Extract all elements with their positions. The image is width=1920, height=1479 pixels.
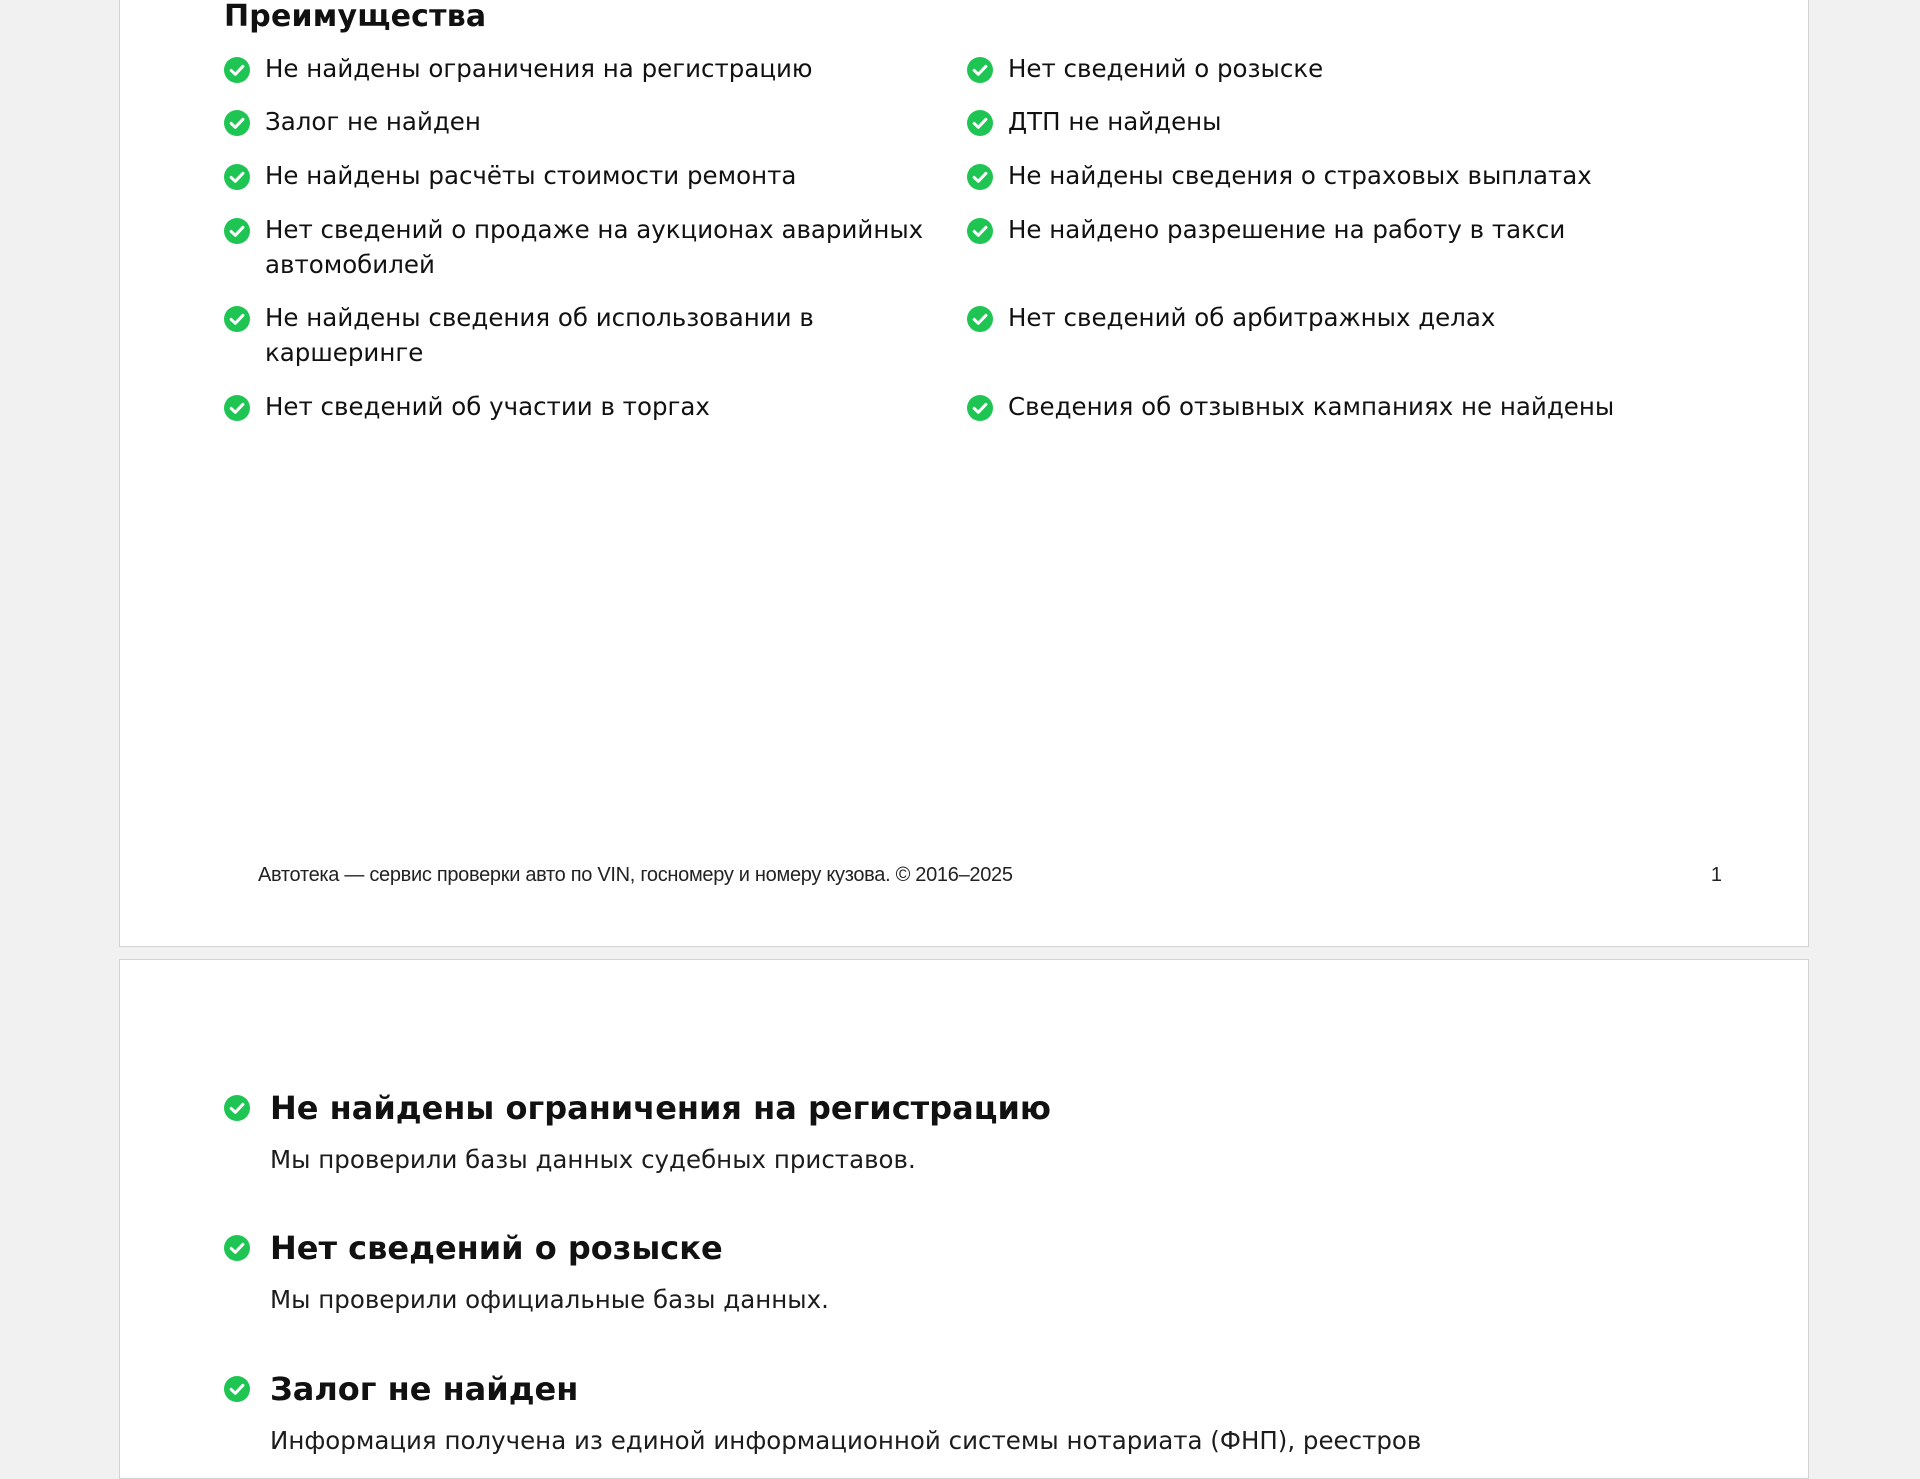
advantage-label: Нет сведений об арбитражных делах (1008, 303, 1496, 332)
check-circle-icon (967, 306, 993, 332)
check-circle-icon (967, 218, 993, 244)
advantage-label: Не найдены сведения об использовании в каршеринге (265, 303, 814, 367)
check-circle-icon (224, 57, 250, 83)
check-circle-icon (967, 164, 993, 190)
list-item (967, 163, 1592, 193)
check-circle-icon (967, 395, 993, 421)
check-circle-icon (967, 57, 993, 83)
advantage-label: Нет сведений о розыске (1008, 54, 1324, 83)
list-item (967, 394, 1614, 424)
list-item (224, 109, 481, 139)
advantage-label: Нет сведений об участии в торгах (265, 392, 710, 421)
check-circle-icon (224, 1235, 250, 1261)
detail-description: Информация получена из единой информационной системы нотариата (ФНП), реестров (270, 1426, 1422, 1455)
page-number: 1 (1710, 864, 1722, 886)
advantage-label: Не найдено разрешение на работу в такси (1008, 215, 1566, 244)
advantage-label: Залог не найден (265, 107, 481, 136)
detail-description: Мы проверили базы данных судебных приставов. (270, 1145, 916, 1174)
check-circle-icon (224, 1376, 250, 1402)
page-footer-text: Автотека — сервис проверки авто по VIN, госномеру и номеру кузова. © 2016–2025 (258, 864, 1013, 886)
list-item (967, 109, 1222, 139)
list-item (967, 217, 1565, 247)
advantage-label: Не найдены расчёты стоимости ремонта (265, 161, 797, 190)
check-circle-icon (224, 110, 250, 136)
check-circle-icon (224, 164, 250, 190)
list-item (967, 56, 1323, 86)
advantage-label: Не найдены сведения о страховых выплатах (1008, 161, 1592, 190)
detail-description: Мы проверили официальные базы данных. (270, 1285, 829, 1314)
list-item (224, 217, 924, 282)
advantage-label: Не найдены ограничения на регистрацию (265, 54, 813, 83)
advantage-label: Сведения об отзывных кампаниях не найдены (1008, 392, 1615, 421)
check-circle-icon (224, 306, 250, 332)
detail-title: Залог не найден (270, 1370, 579, 1408)
check-circle-icon (224, 1095, 250, 1121)
check-circle-icon (224, 395, 250, 421)
list-item (224, 56, 813, 86)
list-item (224, 394, 710, 424)
list-item (967, 305, 1495, 335)
list-item (224, 163, 796, 193)
check-circle-icon (967, 110, 993, 136)
advantage-label: ДТП не найдены (1008, 107, 1222, 136)
section-title: Преимущества (224, 0, 487, 34)
document-page-2 (119, 959, 1809, 1479)
detail-title: Не найдены ограничения на регистрацию (270, 1089, 1051, 1127)
check-circle-icon (224, 218, 250, 244)
advantage-label: Нет сведений о продаже на аукционах аварийных автомобилей (265, 215, 924, 279)
detail-title: Нет сведений о розыске (270, 1229, 723, 1267)
list-item (224, 305, 814, 370)
document-page-1 (119, 0, 1809, 947)
